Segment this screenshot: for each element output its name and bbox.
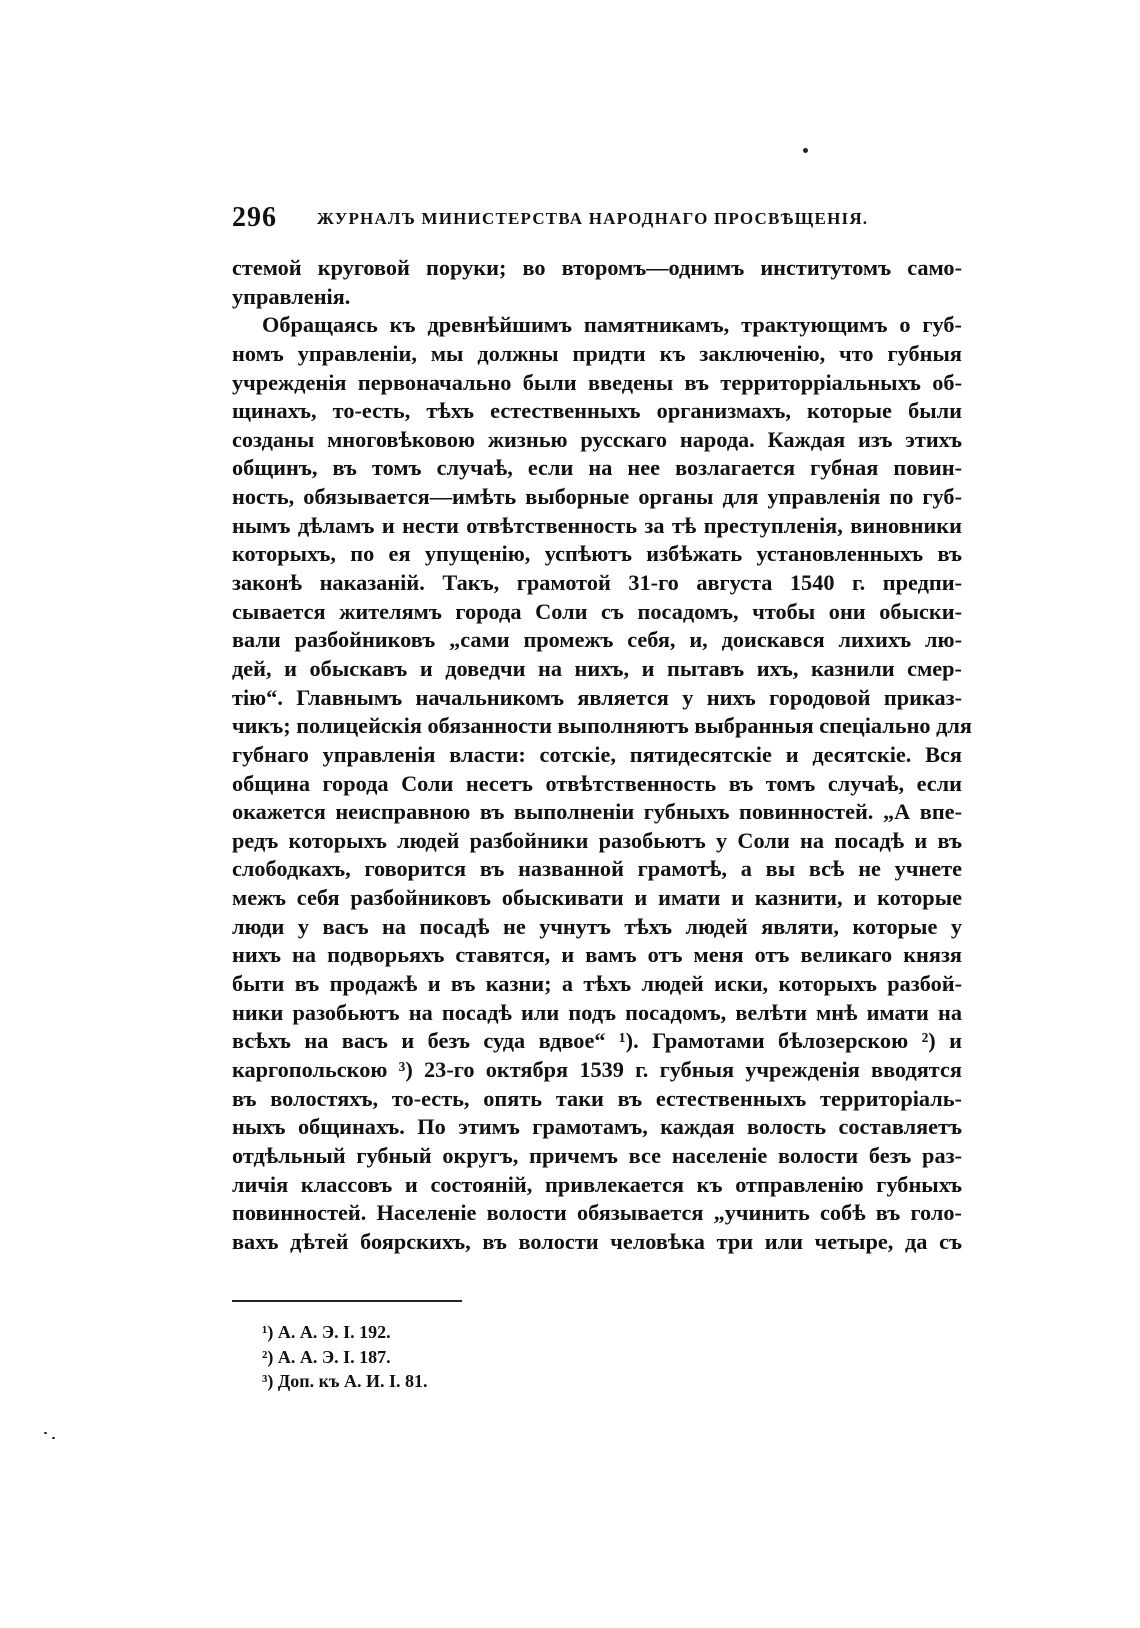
footnote-divider: [232, 1300, 462, 1302]
text-line: ность, обязывается—имѣть выборные органы для управленія по губ-: [232, 484, 962, 510]
text-line: всѣхъ на васъ и безъ суда вдвое“ ¹). Грамотами бѣлозерскою ²) и: [232, 1028, 962, 1054]
page-header: [232, 200, 962, 236]
text-line: созданы многовѣковою жизнью русскаго народа. Каждая изъ этихъ: [232, 426, 962, 452]
scan-speck: [52, 1437, 55, 1439]
text-line: нихъ на подворьяхъ ставятся, и вамъ отъ меня отъ великаго князя: [232, 942, 962, 968]
text-line: редъ которыхъ людей разбойники разобьютъ у Соли на посадѣ и въ: [232, 827, 962, 853]
text-line: общинъ, въ томъ случаѣ, если на нее возлагается губная повин-: [232, 455, 962, 481]
text-line: вали разбойниковъ „сами промежъ себя, и, доискався лихихъ лю-: [232, 627, 962, 653]
text-line: щинахъ, то-есть, тѣхъ естественныхъ организмахъ, которые были: [232, 398, 962, 424]
footnotes: [262, 1320, 428, 1394]
text-line: повинностей. Населеніе волости обязывается „учинить собѣ въ голо-: [232, 1200, 962, 1226]
text-line: отдѣльный губный округъ, причемъ все населеніе волости безъ раз-: [232, 1142, 962, 1168]
text-line: губнаго управленія власти: сотскіе, пятидесятскіе и десятскіе. Вся: [232, 741, 962, 767]
footnote: ¹) А. А. Э. I. 192.: [262, 1322, 391, 1342]
body-text: [232, 254, 972, 1256]
text-line: вахъ дѣтей боярскихъ, въ волости человѣка три или четыре, да съ: [232, 1228, 962, 1254]
text-line: каргопольскою ³) 23-го октября 1539 г. губныя учрежденія вводятся: [232, 1056, 962, 1082]
text-line: окажется неисправною въ выполненіи губныхъ повинностей. „А впе-: [232, 799, 962, 825]
text-line: Обращаясь къ древнѣйшимъ памятникамъ, трактующимъ о губ-: [262, 312, 962, 338]
footnote: ²) А. А. Э. I. 187.: [262, 1346, 391, 1367]
text-line: ныхъ общинахъ. По этимъ грамотамъ, каждая волость составляетъ: [232, 1114, 962, 1140]
text-line: ники разобьютъ на посадѣ или подъ посадомъ, велѣти мнѣ имати на: [232, 999, 962, 1025]
text-line: стемой круговой поруки; во второмъ—однимъ институтомъ само-: [232, 255, 962, 280]
text-line: которыхъ, по ея упущенію, успѣютъ избѣжать установленныхъ въ: [232, 541, 962, 567]
text-line: законѣ наказаній. Такъ, грамотой 31-го августа 1540 г. предпи-: [232, 570, 962, 596]
text-line: люди у васъ на посадѣ не учнутъ тѣхъ людей являти, которые у: [232, 913, 962, 939]
footnote: ³) Доп. къ А. И. I. 81.: [262, 1371, 428, 1391]
running-title: ЖУРНАЛЪ МИНИСТЕРСТВА НАРОДНАГО ПРОСВѢЩЕНІЯ.: [317, 209, 869, 228]
text-line: слободкахъ, говорится въ названной грамотѣ, а вы всѣ не учнете: [232, 856, 962, 882]
text-line: управленія.: [232, 283, 351, 309]
scan-speck: [44, 1432, 47, 1434]
text-line: быти въ продажѣ и въ казни; а тѣхъ людей иски, которыхъ разбой-: [232, 971, 962, 997]
text-line: сывается жителямъ города Соли съ посадомъ, чтобы они обыски-: [232, 598, 962, 624]
text-line: межъ себя разбойниковъ обыскивати и имати и казнити, и которые: [232, 885, 962, 911]
text-line: учрежденія первоначально были введены въ территорріальныхъ об-: [232, 369, 962, 395]
scan-speck: [803, 148, 808, 153]
text-line: въ волостяхъ, то-есть, опять таки въ естественныхъ территоріаль-: [232, 1085, 962, 1111]
page-number: 296: [232, 202, 277, 233]
text-line: личія классовъ и состояній, привлекается къ отправленію губныхъ: [232, 1171, 962, 1197]
text-line: чикъ; полицейскія обязанности выполняютъ выбранныя спеціально для: [232, 713, 972, 739]
text-line: номъ управленіи, мы должны придти къ заключенію, что губныя: [232, 340, 962, 366]
text-line: нымъ дѣламъ и нести отвѣтственность за тѣ преступленія, виновники: [232, 512, 962, 538]
text-line: община города Соли несетъ отвѣтственность въ томъ случаѣ, если: [232, 770, 962, 796]
text-line: тію“. Главнымъ начальникомъ является у нихъ городовой приказ-: [232, 684, 962, 710]
text-line: дей, и обыскавъ и доведчи на нихъ, и пытавъ ихъ, казнили смер-: [232, 655, 962, 681]
